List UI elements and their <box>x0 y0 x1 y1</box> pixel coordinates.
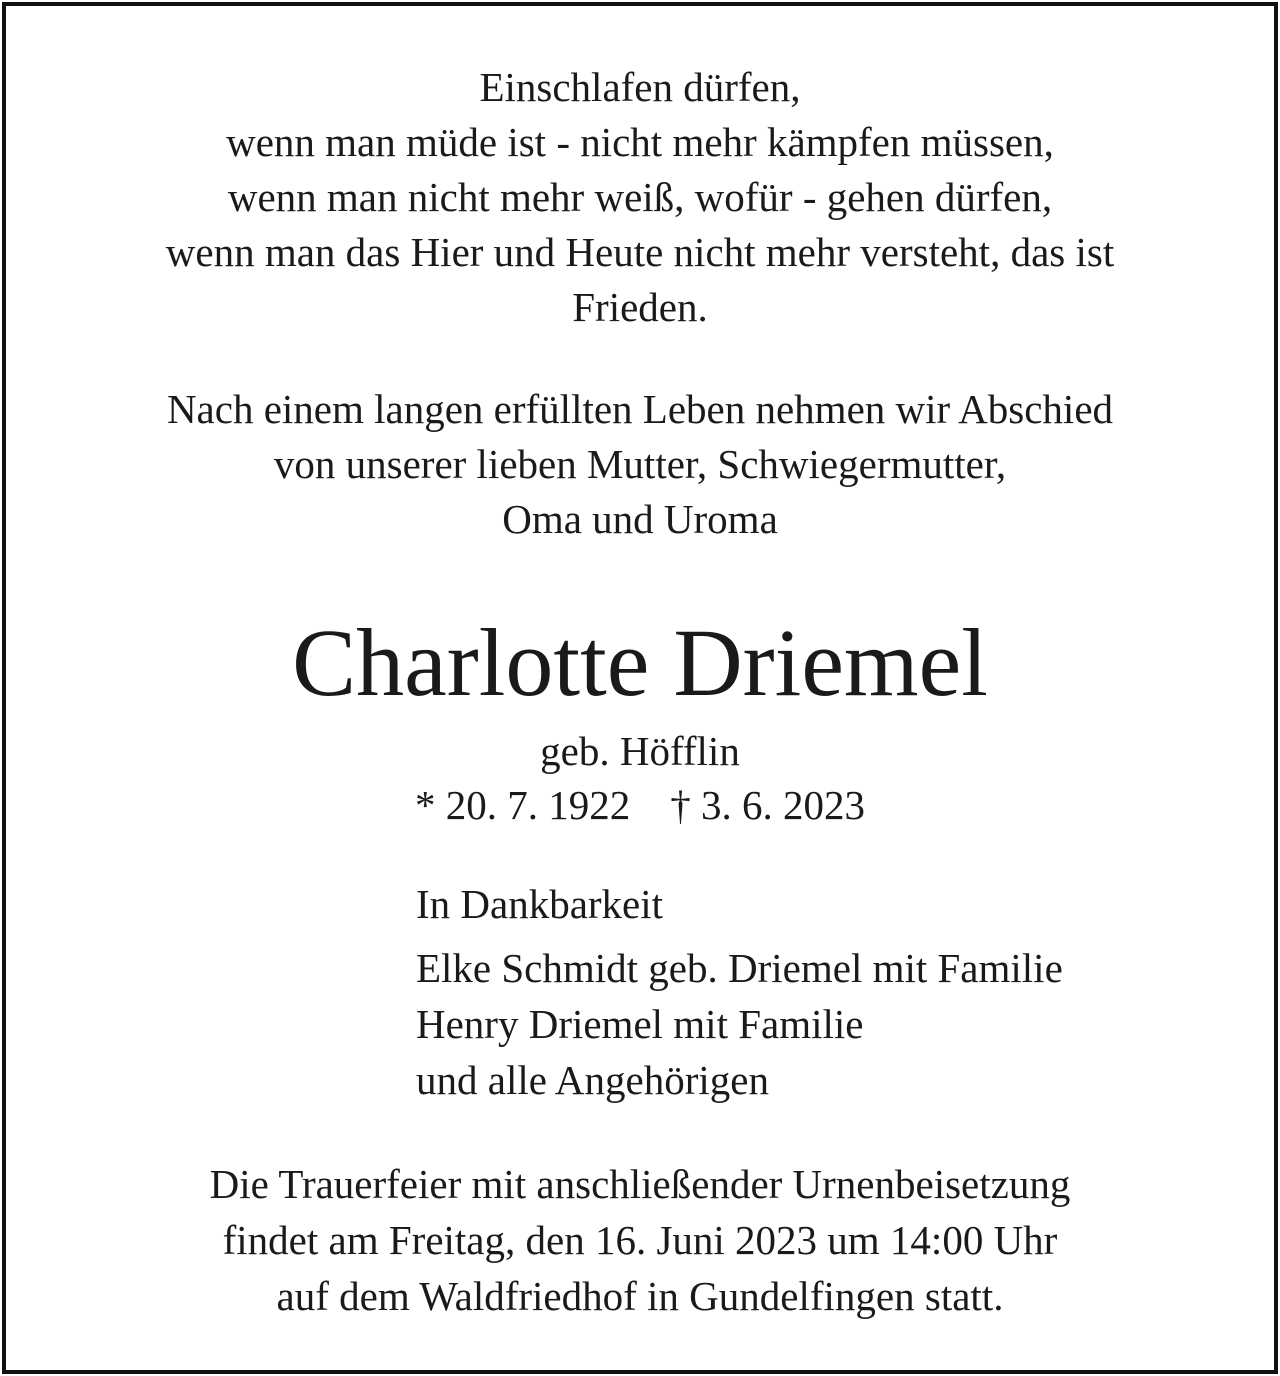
funeral-line: findet am Freitag, den 16. Juni 2023 um 14:00 Uhr <box>222 1217 1058 1263</box>
mourner-line: Henry Driemel mit Familie <box>416 1001 864 1047</box>
poem-line: wenn man müde ist - nicht mehr kämpfen müssen, <box>226 119 1054 165</box>
announcement-line: Nach einem langen erfüllten Leben nehmen wir Abschied <box>166 386 1114 432</box>
announcement-line: von unserer lieben Mutter, Schwiegermutter, <box>273 441 1007 487</box>
mourners <box>416 876 1063 1108</box>
poem-line: Frieden. <box>572 284 708 330</box>
mourner-line: Elke Schmidt geb. Driemel mit Familie <box>416 945 1063 991</box>
funeral-line: Die Trauerfeier mit anschließender Urnenbeisetzung <box>209 1161 1071 1207</box>
deceased-name: Charlotte Driemel <box>292 609 988 716</box>
death-date: † 3. 6. 2023 <box>670 782 865 828</box>
funeral-info <box>0 1156 1280 1324</box>
mourner-line: und alle Angehörigen <box>416 1057 769 1103</box>
funeral-line: auf dem Waldfriedhof in Gundelfingen statt. <box>276 1273 1004 1319</box>
birth-date: * 20. 7. 1922 <box>415 782 631 828</box>
poem-line: Einschlafen dürfen, <box>479 64 801 110</box>
poem <box>0 60 1280 335</box>
life-dates <box>0 778 1280 833</box>
poem-line: wenn man das Hier und Heute nicht mehr versteht, das ist <box>165 229 1115 275</box>
announcement <box>0 382 1280 547</box>
mourners-intro: In Dankbarkeit <box>416 881 664 927</box>
announcement-line: Oma und Uroma <box>502 496 778 542</box>
poem-line: wenn man nicht mehr weiß, wofür - gehen dürfen, <box>227 174 1053 220</box>
birth-name: geb. Höfflin <box>540 728 740 774</box>
